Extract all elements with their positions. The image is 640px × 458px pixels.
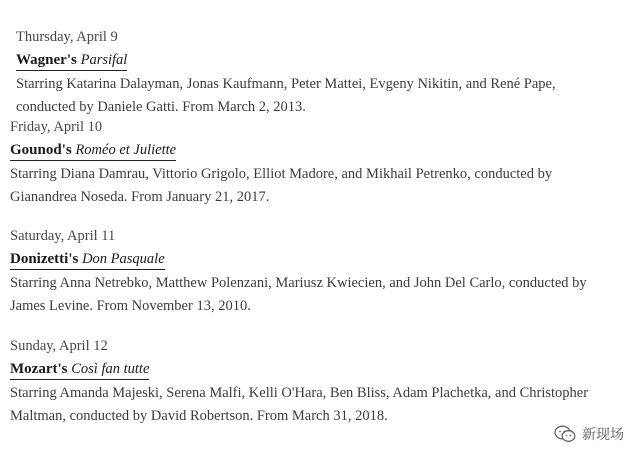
entry-description-line: Starring Diana Damrau, Vittorio Grigolo, Elliot Madore, and Mikhail Petrenko, conducted by	[10, 166, 553, 182]
entry-friday	[10, 118, 636, 209]
entry-date: Friday, April 10	[10, 119, 103, 135]
entry-composer: Mozart's	[10, 361, 68, 377]
watermark-text: 新现场	[582, 427, 624, 443]
entry-description	[10, 382, 636, 428]
watermark	[554, 424, 624, 444]
entry-work: Don Pasquale	[82, 251, 165, 267]
entry-date: Sunday, April 12	[10, 338, 108, 354]
entry-description-line: conducted by Daniele Gatti. From March 2, 2013.	[16, 99, 306, 115]
entry-description-line: Starring Anna Netrebko, Matthew Polenzani, Mariusz Kwiecien, and John Del Carlo, conducted by	[10, 275, 587, 291]
entry-description	[16, 73, 636, 119]
entry-title	[10, 249, 165, 270]
entry-work: Così fan tutte	[71, 361, 150, 377]
entry-work: Parsifal	[80, 52, 128, 68]
entry-saturday	[10, 227, 636, 318]
entry-sunday	[10, 337, 636, 428]
entry-description-line: Gianandrea Noseda. From January 21, 2017.	[10, 189, 270, 205]
entry-description-line: Starring Amanda Majeski, Serena Malfi, Kelli O'Hara, Ben Bliss, Adam Plachetka, and Christopher	[10, 385, 589, 401]
entry-composer: Gounod's	[10, 142, 72, 158]
entry-description	[10, 163, 636, 209]
entry-description-line: James Levine. From November 13, 2010.	[10, 298, 251, 314]
entry-work: Roméo et Juliette	[75, 142, 177, 158]
entry-composer: Wagner's	[16, 52, 77, 68]
entry-description-line: Maltman, conducted by David Robertson. From March 31, 2018.	[10, 408, 388, 424]
entry-description	[10, 272, 636, 318]
entry-thursday	[16, 28, 636, 119]
entry-title	[10, 140, 176, 161]
entry-description-line: Starring Katarina Dalayman, Jonas Kaufmann, Peter Mattei, Evgeny Nikitin, and René Pape,	[16, 76, 556, 92]
entry-title	[16, 50, 127, 71]
entry-date: Thursday, April 9	[16, 29, 118, 45]
entry-date: Saturday, April 11	[10, 228, 116, 244]
wechat-icon	[554, 425, 576, 443]
entry-composer: Donizetti's	[10, 251, 79, 267]
entry-title	[10, 359, 149, 380]
